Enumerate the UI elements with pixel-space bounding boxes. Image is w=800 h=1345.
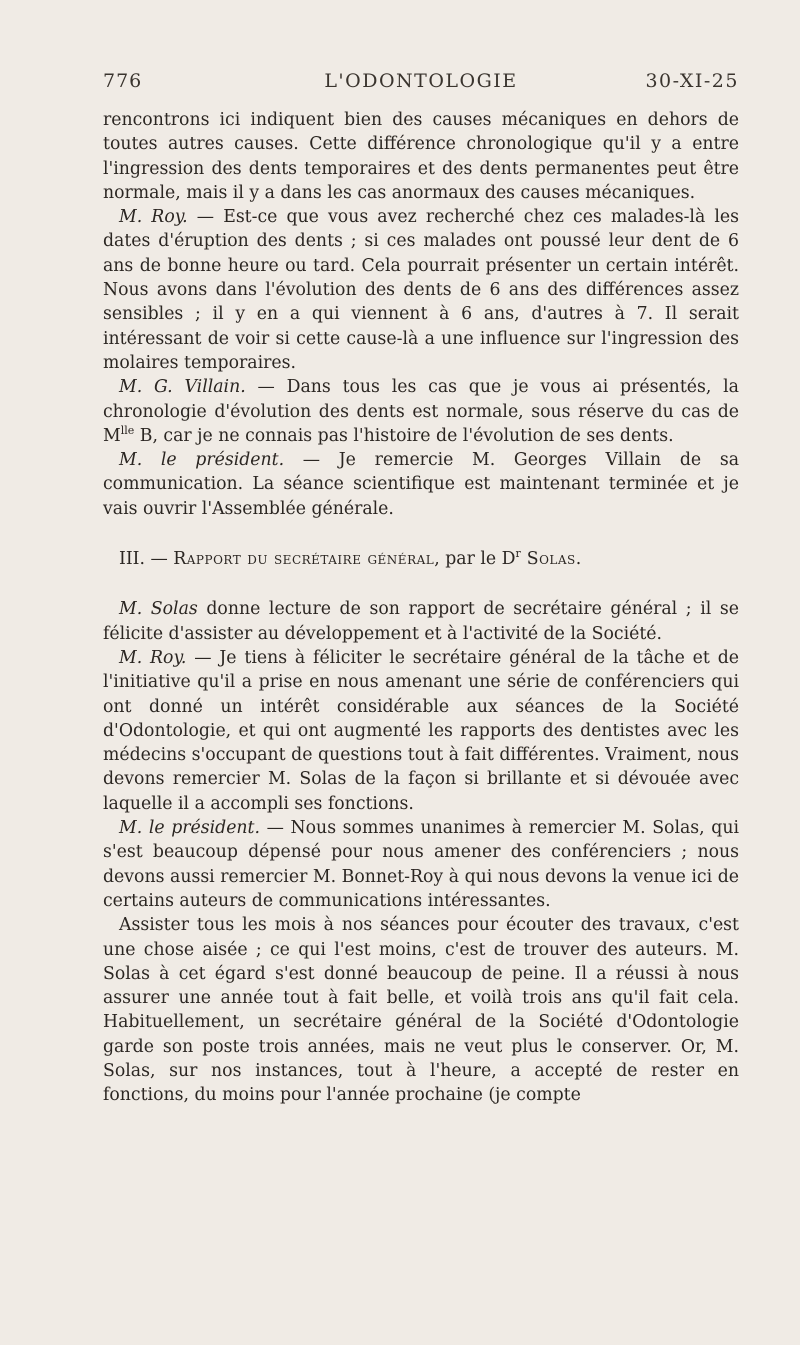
journal-title: L'ODONTOLOGIE [324,70,518,92]
paragraph-solas [103,597,739,646]
paragraph-text: — Je remercie M. Georges Villain de sa communication. La séance scientifique est maintenant terminée et je vais ouvrir l'Assemblée générale. [103,450,739,519]
speaker-name: M. le président. [119,450,285,471]
paragraph-president-1 [103,448,739,521]
paragraph-text: Assister tous les mois à nos séances pour écouter des travaux, c'est une chose aisée ; ce qui l'est moins, c'est de trouver des auteurs. M. Solas à cet égard s'est donné beaucoup de peine. Il a réussi à nous assurer une année tout à fait belle, et voilà trois ans qu'il fait cela. Habituellement, un secrétaire général de la Société d'Odontologie garde son poste trois années, mais ne veut plus le conserver. Or, M. Solas, sur nos instances, tout à l'heure, a accepté de rester en fonctions, du moins pour l'année prochaine (je compte [103,915,739,1106]
body-text [103,108,739,1108]
paragraph-roy-1 [103,205,739,375]
speaker-name: M. G. Villain. [119,377,246,398]
section-title-sup: r [515,547,521,561]
section-heading [103,547,739,571]
paragraph-president-3 [103,913,739,1107]
paragraph-text: — Je tiens à féliciter le secrétaire général de la tâche et de l'initiative qu'il a prise en nous amenant une série de conférenciers qui ont donné un intérêt considérable aux séances de la Société d'Odontologie, et qui ont augmenté les rapports des dentistes avec les médecins s'occupant de questions tout à fait différentes. Vraiment, nous devons remercier M. Solas de la façon si brillante et si dévouée avec laquelle il a accompli ses fonctions. [103,647,739,814]
superscript-lle: lle [120,424,135,438]
speaker-name: M. Solas [119,599,198,620]
section-spacer [103,571,739,597]
running-header [103,70,739,100]
section-numeral: III. — [119,549,174,570]
page-number: 776 [103,70,143,92]
section-spacer [103,521,739,547]
paragraph-text: — Dans tous les cas que je vous ai présentés, la chronologie d'évolution des dents est normale, sous réserve du cas de M [103,377,739,446]
section-by: , par le D [434,549,516,570]
speaker-name: M. le président. [119,818,260,839]
paragraph-text: — Nous sommes unanimes à remercier M. Solas, qui s'est beaucoup dépensé pour nous amener des conférenciers ; nous devons aussi remercier M. Bonnet-Roy à qui nous devons la venue ici de certains auteurs de communications intéressantes. [103,818,739,911]
paragraph-roy-2 [103,646,739,816]
speaker-name: M. Roy. [119,207,188,228]
speaker-name: M. Roy. [119,647,187,668]
paragraph-text: donne lecture de son rapport de secrétaire général ; il se félicite d'assister au développement et à l'activité de la Société. [103,599,739,644]
paragraph-villain [103,375,739,448]
paragraph-text: rencontrons ici indiquent bien des causes mécaniques en dehors de toutes autres causes. Cette différence chronologique qu'il y a entre l'ingression des dents temporaires et des dents permanentes peut être normale, mais il y a dans les cas anormaux des causes mécaniques. [103,110,739,203]
paragraph-continuation [103,108,739,205]
section-author: Solas. [520,549,582,570]
section-title: Rapport du secrétaire général [173,549,435,570]
issue-date: 30-XI-25 [645,70,739,92]
paragraph-text-end: B, car je ne connais pas l'histoire de l'évolution de ses dents. [134,425,674,446]
paragraph-president-2 [103,816,739,913]
paragraph-text: — Est-ce que vous avez recherché chez ces malades-là les dates d'éruption des dents ; si ces malades ont poussé leur dent de 6 ans de bonne heure ou tard. Cela pourrait présenter un certain intérêt. Nous avons dans l'évolution des dents de 6 ans des différences assez sensibles ; il y en a qui viennent à 6 ans, d'autres à 7. Il serait intéressant de voir si cette cause-là a une influence sur l'ingression des molaires temporaires. [103,207,739,373]
